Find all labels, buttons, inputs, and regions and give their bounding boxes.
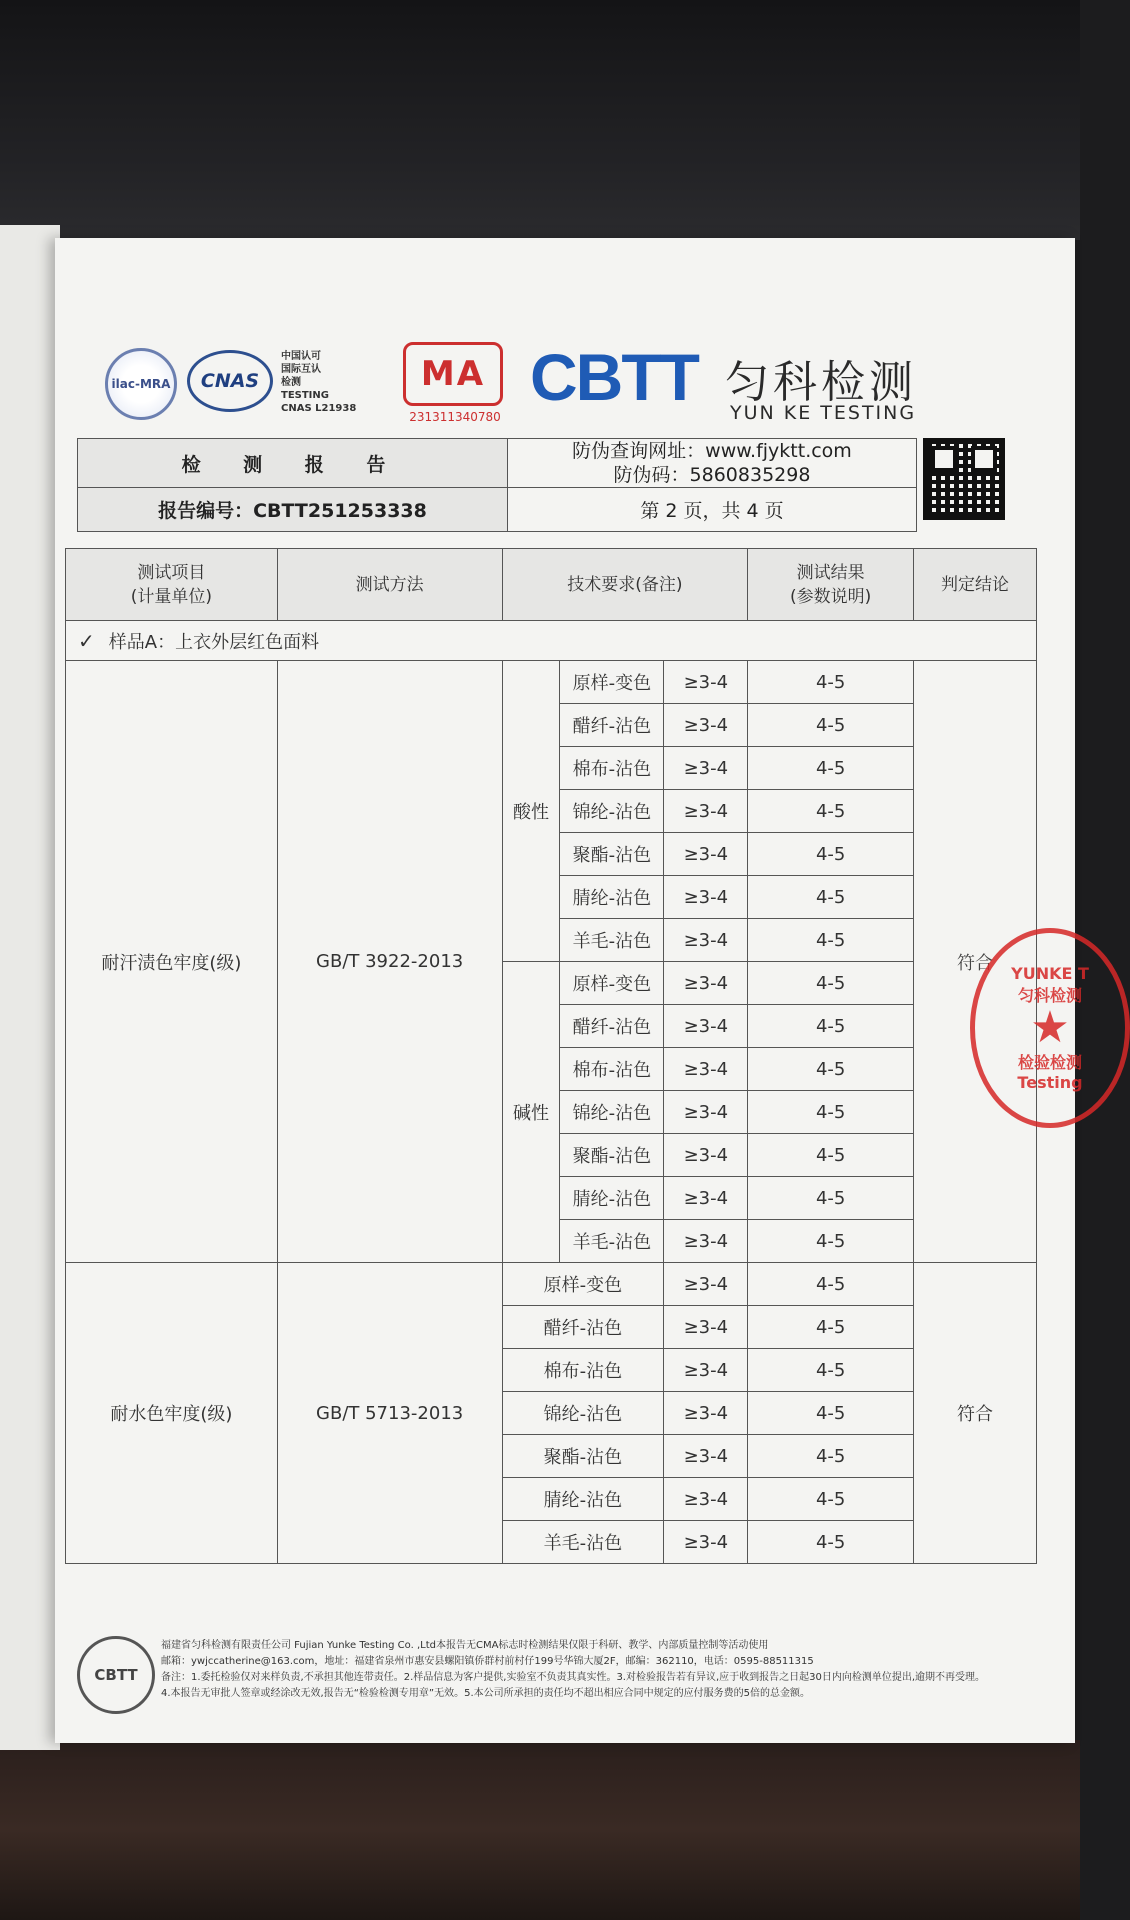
test-results-table (65, 548, 1037, 1564)
requirement: ≥3-4 (664, 876, 748, 919)
ph-group-label: 碱性 (502, 962, 560, 1263)
cnas-line: 检测 (281, 377, 301, 388)
result: 4-5 (748, 1134, 914, 1177)
result: 4-5 (748, 1435, 914, 1478)
footer-line: 福建省匀科检测有限责任公司 Fujian Yunke Testing Co. ,Ltd本报告无CMA标志时检测结果仅限于科研、教学、内部质量控制等活动使用 (161, 1640, 769, 1651)
test-name: 醋纤-沾色 (560, 704, 664, 747)
requirement: ≥3-4 (664, 919, 748, 962)
requirement: ≥3-4 (664, 1091, 748, 1134)
result: 4-5 (748, 1263, 914, 1306)
test-name: 锦纶-沾色 (502, 1392, 664, 1435)
water-item: 耐水色牢度(级) (66, 1263, 278, 1564)
test-name: 锦纶-沾色 (560, 1091, 664, 1134)
underlying-page (0, 225, 60, 1750)
qr-code (923, 438, 1005, 520)
brand-english-name: YUN KE TESTING (730, 402, 917, 424)
header-item-label: 测试项目 (137, 562, 206, 583)
result: 4-5 (748, 1349, 914, 1392)
cnas-logo: CNAS (187, 350, 273, 412)
test-name: 腈纶-沾色 (502, 1478, 664, 1521)
query-website: 防伪查询网址：www.fjyktt.com (572, 440, 852, 462)
anti-fake-info (508, 439, 917, 488)
stamp-top-text: YUNKE T (1011, 964, 1089, 983)
header-conclusion: 判定结论 (914, 549, 1037, 621)
cnas-line: TESTING (281, 390, 329, 401)
test-name: 醋纤-沾色 (502, 1306, 664, 1349)
requirement: ≥3-4 (664, 1220, 748, 1263)
sweat-conclusion: 符合 (914, 661, 1037, 1263)
test-name: 醋纤-沾色 (560, 1005, 664, 1048)
ph-group-label: 酸性 (502, 661, 560, 962)
requirement: ≥3-4 (664, 1134, 748, 1177)
cma-logo: MA (403, 342, 503, 406)
sweat-method: GB/T 3922-2013 (277, 661, 502, 1263)
test-name: 腈纶-沾色 (560, 876, 664, 919)
requirement: ≥3-4 (664, 1005, 748, 1048)
requirement: ≥3-4 (664, 747, 748, 790)
requirement: ≥3-4 (664, 704, 748, 747)
cnas-line: 中国认可 (281, 351, 321, 362)
sample-label: 样品A：上衣外层红色面料 (108, 631, 320, 653)
requirement: ≥3-4 (664, 833, 748, 876)
report-header-table (77, 438, 917, 532)
test-name: 原样-变色 (560, 661, 664, 704)
result: 4-5 (748, 1048, 914, 1091)
footer-text (161, 1638, 1061, 1702)
requirement: ≥3-4 (664, 1306, 748, 1349)
stamp-line3: Testing (1017, 1073, 1083, 1092)
result: 4-5 (748, 661, 914, 704)
footer-line: 4.本报告无审批人签章或经涂改无效,报告无“检验检测专用章”无效。5.本公司所承担的责任均不超出相应合同中规定的应付服务费的5倍的总金额。 (161, 1688, 810, 1699)
table-header-row (66, 549, 1037, 621)
result: 4-5 (748, 962, 914, 1005)
header-result (748, 549, 914, 621)
result: 4-5 (748, 790, 914, 833)
table-row (66, 661, 1037, 704)
header-result-label: 测试结果 (796, 562, 865, 583)
desk-background-top (0, 0, 1080, 240)
requirement: ≥3-4 (664, 1435, 748, 1478)
inspection-seal-stamp (970, 928, 1130, 1128)
result: 4-5 (748, 1521, 914, 1564)
test-name: 腈纶-沾色 (560, 1177, 664, 1220)
stamp-line2: 检验检测 (1017, 1053, 1082, 1072)
report-title: 检 测 报 告 (78, 439, 508, 488)
stamp-line1: 匀科检测 (1017, 986, 1082, 1005)
sweat-item: 耐汗渍色牢度(级) (66, 661, 278, 1263)
sample-cell (66, 621, 1037, 661)
company-seal-logo: CBTT (77, 1636, 155, 1714)
test-name: 羊毛-沾色 (560, 919, 664, 962)
test-name: 羊毛-沾色 (502, 1521, 664, 1564)
result: 4-5 (748, 704, 914, 747)
result: 4-5 (748, 919, 914, 962)
header-requirement: 技术要求(备注) (502, 549, 748, 621)
requirement: ≥3-4 (664, 1521, 748, 1564)
table-row (66, 1263, 1037, 1306)
report-page (55, 238, 1089, 1743)
page-indicator: 第 2 页，共 4 页 (508, 488, 917, 532)
requirement: ≥3-4 (664, 962, 748, 1005)
sweat-fastness-rows (66, 661, 1037, 1263)
test-name: 原样-变色 (502, 1263, 664, 1306)
footer-line: 备注：1.委托检验仅对来样负责,不承担其他连带责任。2.样品信息为客户提供,实验室不负责其真实性。3.对检验报告若有异议,应于收到报告之日起30日内向检测单位提出,逾期不再受理。 (161, 1672, 986, 1683)
test-name: 羊毛-沾色 (560, 1220, 664, 1263)
test-name: 锦纶-沾色 (560, 790, 664, 833)
result: 4-5 (748, 747, 914, 790)
test-name: 棉布-沾色 (560, 747, 664, 790)
result: 4-5 (748, 833, 914, 876)
test-name: 棉布-沾色 (502, 1349, 664, 1392)
report-number: 报告编号：CBTT251253338 (78, 488, 508, 532)
desk-background-bottom (0, 1740, 1080, 1920)
test-name: 聚酯-沾色 (560, 1134, 664, 1177)
requirement: ≥3-4 (664, 661, 748, 704)
water-fastness-rows (66, 1263, 1037, 1564)
ilac-mra-logo: ilac-MRA (105, 348, 177, 420)
cbtt-brand-logo: CBTT (530, 340, 698, 414)
requirement: ≥3-4 (664, 790, 748, 833)
result: 4-5 (748, 1220, 914, 1263)
cnas-line: 国际互认 (281, 364, 321, 375)
anti-fake-code: 防伪码：5860835298 (613, 464, 811, 486)
header-method: 测试方法 (277, 549, 502, 621)
cnas-line: CNAS L21938 (281, 403, 357, 414)
result: 4-5 (748, 1392, 914, 1435)
requirement: ≥3-4 (664, 1349, 748, 1392)
test-name: 聚酯-沾色 (502, 1435, 664, 1478)
footer-line: 邮箱：ywjccatherine@163.com，地址：福建省泉州市惠安县螺阳镇侨群村前村仔199号华锦大厦2F，邮编：362110，电话：0595-88511315 (161, 1656, 814, 1667)
sample-row (66, 621, 1037, 661)
cma-number: 231311340780 (409, 410, 501, 424)
water-method: GB/T 5713-2013 (277, 1263, 502, 1564)
requirement: ≥3-4 (664, 1177, 748, 1220)
brand-chinese-name: 匀科检测 (725, 357, 917, 408)
result: 4-5 (748, 1177, 914, 1220)
requirement: ≥3-4 (664, 1048, 748, 1091)
check-icon: ✓ (78, 628, 95, 653)
result: 4-5 (748, 1306, 914, 1349)
header-item-unit: (计量单位) (130, 586, 212, 607)
header-result-note: (参数说明) (790, 586, 872, 607)
test-name: 聚酯-沾色 (560, 833, 664, 876)
star-icon: ★ (1030, 1002, 1070, 1053)
requirement: ≥3-4 (664, 1392, 748, 1435)
result: 4-5 (748, 1091, 914, 1134)
result: 4-5 (748, 1005, 914, 1048)
cnas-accreditation-text (281, 350, 381, 415)
requirement: ≥3-4 (664, 1263, 748, 1306)
test-name: 棉布-沾色 (560, 1048, 664, 1091)
water-conclusion: 符合 (914, 1263, 1037, 1564)
test-name: 原样-变色 (560, 962, 664, 1005)
result: 4-5 (748, 1478, 914, 1521)
header-item (66, 549, 278, 621)
result: 4-5 (748, 876, 914, 919)
requirement: ≥3-4 (664, 1478, 748, 1521)
